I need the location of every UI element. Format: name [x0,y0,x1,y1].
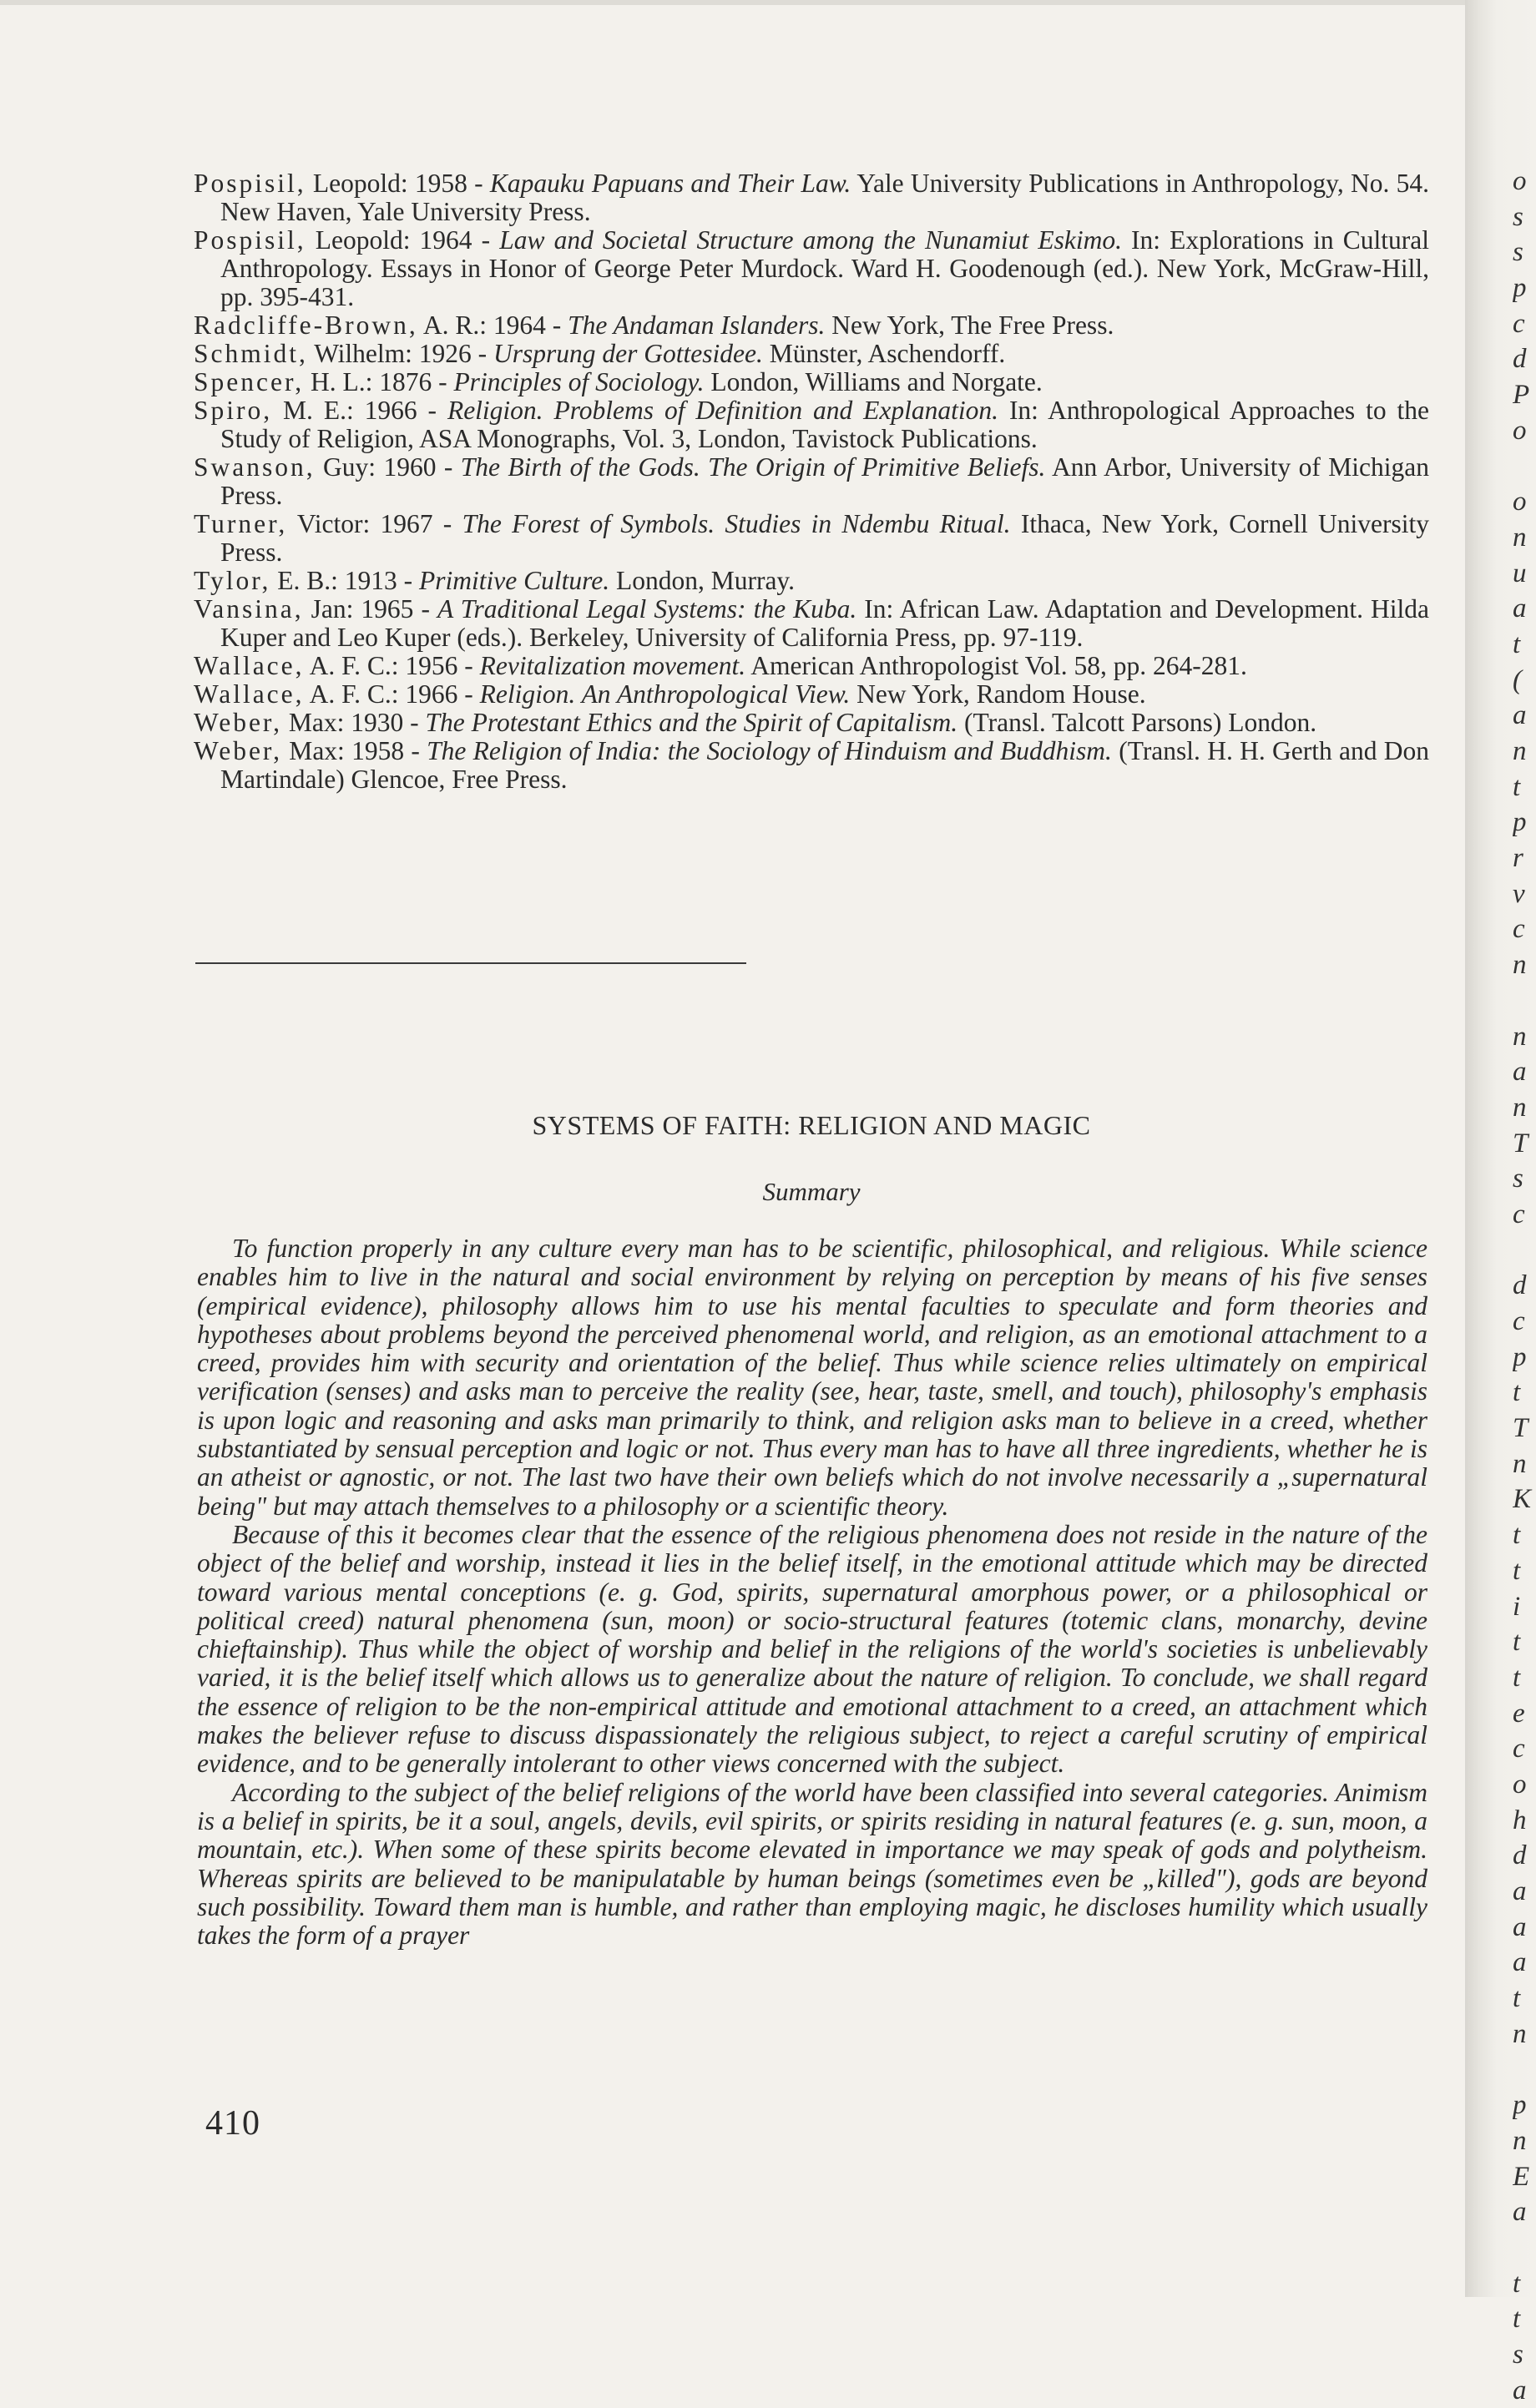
reference-author: Turner, [194,509,288,538]
reference-date: Guy: 1960 - [315,452,461,482]
reference-author: Radcliffe-Brown, [194,310,418,340]
facing-page-letter: p [1513,2090,1527,2121]
paragraph: According to the subject of the belief religions of the world have been classified into several categories. Animism is a belief in spirits, be it a soul, angels, devils, evil spirits, or spirits residing in natural features (e. g. sun, moon, a mountain, etc.). When some of these spirits become elevated in importance we may speak of gods and polytheism. Whereas spirits are believed to be manipulatable by human beings (sometimes even be „killed"), gods are beyond such possibility. Toward them man is humble, and rather than employing magic, he discloses humility which usually takes the form of a prayer [197,1777,1427,1951]
reference-date: Victor: 1967 - [287,509,462,538]
facing-page-letter: i [1513,1591,1521,1622]
facing-page-letter: a [1513,593,1527,624]
facing-page-letter: s [1513,1164,1523,1194]
reference-title: Religion. Problems of Definition and Explanation. [447,396,999,425]
scan-top-edge [0,0,1536,5]
facing-page-fragments [1513,164,1536,2408]
facing-page-letter: T [1513,1128,1528,1159]
reference-title: The Protestant Ethics and the Spirit of Capitalism. [425,708,958,737]
reference-entry [194,595,1429,652]
reference-title: Revitalization movement. [479,651,746,680]
facing-page-letter [1513,449,1536,485]
reference-entry [194,567,1429,595]
facing-page-letter: K [1513,1484,1532,1515]
facing-page-letter: c [1513,1306,1525,1336]
reference-publication: Yale University Publications in Anthropology, No. 54. New Haven, Yale University Press. [220,169,1430,226]
facing-page-letter: t [1513,2304,1521,2335]
facing-page-letter: o [1513,415,1527,446]
reference-publication: American Anthropologist Vol. 58, pp. 264-281. [745,651,1247,680]
facing-page-letter: n [1513,2125,1527,2156]
facing-page-letter: s [1513,237,1523,268]
reference-date: Jan: 1965 - [303,594,437,623]
paragraph: To function properly in any culture every man has to be scientific, philosophical, and religious. While science enables him to live in the natural and social environment by relying on perception by means of his five senses (empirical evidence), philosophy allows him to use his mental faculties to speculate and form theories and hypotheses about problems beyond the perceived phenomenal world, and religion, as an emotional attachment to a creed, provides him with security and orientation of the belief. Thus while science relies ultimately on empirical verification (senses) and asks man to perceive the reality (see, hear, taste, smell, and touch), philosophy's emphasis is upon logic and reasoning and asks man primarily to think, and religion asks man to believe in a creed, whether substantiated by sensual perception and logic or not. Thus every man has to have all three ingredients, whether he is an atheist or agnostic, or not. The last two have their own beliefs which do not involve necessarily a „supernatural being" but may attach themselves to a philosophy or a scientific theory. [197,1234,1427,1521]
reference-list [194,169,1429,794]
facing-page-letter: t [1513,1555,1521,1586]
paragraph: Because of this it becomes clear that the essence of the religious phenomena does not reside in the nature of the object of the belief and worship, instead it lies in the belief itself, in the emotional attitude which may be directed toward various mental conceptions (e. g. God, spirits, supernatural amorphous power, or a philosophical or political creed) natural phenomena (sun, moon) or socio-structural features (totemic clans, monarchy, devine chieftainship). Thus while the object of worship and belief in the religions of the world's societies is unbelievably varied, it is the belief itself which allows us to generalize about the nature of religion. To conclude, we shall regard the essence of religion to be the non-empirical attitude and emotional attachment to a creed, an attachment which makes the believer refuse to discuss dispassionately the religious subject, to reject a careful scrutiny of empirical evidence, and to be generally intolerant to other views concerned with the subject. [197,1519,1427,1779]
reference-publication: Ithaca, New York, Cornell University Press. [220,509,1429,567]
reference-title: Law and Societal Structure among the Nunamiut Eskimo. [499,225,1122,255]
reference-date: A. F. C.: 1966 - [304,679,480,709]
facing-page-letter: p [1513,273,1527,304]
facing-page-letter: h [1513,1805,1527,1835]
reference-title: The Religion of India: the Sociology of Hinduism and Buddhism. [427,736,1112,765]
facing-page-letter: a [1513,1876,1527,1906]
facing-page-letter: d [1513,1270,1527,1301]
facing-page-letter: a [1513,700,1527,731]
reference-title: Religion. An Anthropological View. [479,679,851,709]
facing-page-letter: u [1513,558,1527,588]
facing-page-letter: c [1513,308,1525,339]
reference-entry [194,169,1429,226]
reference-entry [194,709,1429,737]
facing-page-letter: n [1513,736,1527,766]
reference-publication: London, Murray. [609,566,796,595]
reference-entry [194,680,1429,709]
facing-page-letter: E [1513,2161,1530,2192]
reference-author: Spiro, [194,396,273,425]
reference-entry [194,311,1429,340]
reference-author: Pospisil, [194,225,306,255]
facing-page-letter [1513,2052,1536,2087]
reference-title: The Andaman Islanders. [568,310,826,340]
reference-title: Principles of Sociology. [453,367,705,396]
reference-author: Spencer, [194,367,305,396]
section-divider [195,962,746,964]
reference-publication: (Transl. H. H. Gerth and Don Martindale) Glencoe, Free Press. [220,736,1430,794]
facing-page-letter: n [1513,1021,1527,1052]
reference-entry [194,396,1429,453]
reference-entry [194,453,1429,510]
reference-date: Max: 1958 - [282,736,427,765]
facing-page-letter: t [1513,1627,1521,1658]
reference-title: Kapauku Papuans and Their Law. [489,169,851,198]
reference-entry [194,737,1429,794]
reference-date: Wilhelm: 1926 - [307,339,494,368]
facing-page-letter: e [1513,1698,1525,1729]
reference-publication: Ann Arbor, University of Michigan Press. [220,452,1429,510]
facing-page-letter: o [1513,1769,1527,1800]
facing-page-letter: o [1513,487,1527,517]
reference-author: Pospisil, [194,169,306,198]
facing-page-letter: a [1513,1057,1527,1088]
reference-author: Vansina, [194,594,304,623]
reference-title: Ursprung der Gottesidee. [493,339,763,368]
reference-date: A. R.: 1964 - [417,310,568,340]
facing-page-letter: c [1513,914,1525,945]
reference-author: Weber, [194,708,283,737]
facing-page-letter: a [1513,1947,1527,1978]
facing-page-letter: t [1513,629,1521,659]
facing-page-letter: t [1513,1377,1521,1408]
reference-entry [194,652,1429,680]
reference-date: M. E.: 1966 - [272,396,447,425]
reference-author: Schmidt, [194,339,308,368]
facing-page-letter: t [1513,1662,1521,1693]
facing-page-letter: ( [1513,664,1522,695]
reference-author: Weber, [194,736,283,765]
facing-page-letter: c [1513,1199,1525,1229]
reference-publication: In: Anthropological Approaches to the Study of Religion, ASA Monographs, Vol. 3, London, Tavistock Publications. [220,396,1429,453]
reference-publication: In: African Law. Adaptation and Development. Hilda Kuper and Leo Kuper (eds.). Berkeley, University of California Press, pp. 97-119. [220,594,1430,652]
reference-entry [194,226,1429,311]
reference-title: Primitive Culture. [419,566,610,595]
reference-author: Swanson, [194,452,316,482]
summary-heading: Summary [762,1177,861,1206]
reference-title: A Traditional Legal Systems: the Kuba. [437,594,857,623]
reference-entry [194,510,1429,567]
facing-page-letter: r [1513,843,1523,874]
reference-author: Wallace, [194,651,305,680]
reference-publication: New York, Random House. [850,679,1146,709]
reference-publication: Münster, Aschendorff. [762,339,1006,368]
facing-page-letter: n [1513,2018,1527,2049]
facing-page-letter: P [1513,380,1530,411]
reference-date: Leopold: 1964 - [306,225,500,255]
reference-date: E. B.: 1913 - [270,566,420,595]
facing-page-letter [1513,1233,1536,1269]
facing-page-letter: d [1513,1840,1527,1871]
reference-entry [194,368,1429,396]
facing-page-letter [1513,2230,1536,2266]
reference-date: A. F. C.: 1956 - [304,651,480,680]
reference-title: The Birth of the Gods. The Origin of Primitive Beliefs. [460,452,1046,482]
reference-title: The Forest of Symbols. Studies in Ndembu Ritual. [462,509,1011,538]
reference-author: Wallace, [194,679,305,709]
reference-date: H. L.: 1876 - [304,367,454,396]
reference-publication: London, Williams and Norgate. [704,367,1043,396]
reference-publication: New York, The Free Press. [825,310,1114,340]
facing-page-letter: T [1513,1413,1528,1444]
reference-publication: (Transl. Talcott Parsons) London. [957,708,1317,737]
facing-page-letter: c [1513,1734,1525,1764]
facing-page-letter: t [1513,1983,1521,2014]
reference-date: Leopold: 1958 - [306,169,490,198]
reference-author: Tylor, [194,566,271,595]
facing-page-letter: v [1513,878,1525,909]
summary-body [197,1234,1427,1950]
facing-page-letter: t [1513,2268,1521,2299]
facing-page-letter [1513,983,1536,1019]
facing-page-letter: a [1513,2375,1527,2405]
facing-page-letter: s [1513,2339,1523,2370]
facing-page-letter: d [1513,344,1527,375]
facing-page-letter: a [1513,2197,1527,2228]
facing-page-letter: o [1513,166,1527,196]
reference-publication: In: Explorations in Cultural Anthropology. Essays in Honor of George Peter Murdock. Ward H. Goodenough (ed.). New York, McGraw-Hill, pp. 395-431. [220,225,1429,311]
reference-entry [194,340,1429,368]
facing-page-letter: p [1513,1341,1527,1372]
facing-page-letter: n [1513,1092,1527,1123]
page-number: 410 [205,2104,260,2143]
facing-page-letter: n [1513,950,1527,981]
facing-page-letter: p [1513,807,1527,838]
facing-page-letter: n [1513,1448,1527,1479]
facing-page-letter: s [1513,201,1523,232]
facing-page-letter: t [1513,771,1521,802]
reference-date: Max: 1930 - [282,708,426,737]
section-title: SYSTEMS OF FAITH: RELIGION AND MAGIC [532,1110,1091,1140]
facing-page-letter: t [1513,1520,1521,1551]
facing-page-letter: a [1513,1911,1527,1942]
facing-page-letter: n [1513,522,1527,553]
